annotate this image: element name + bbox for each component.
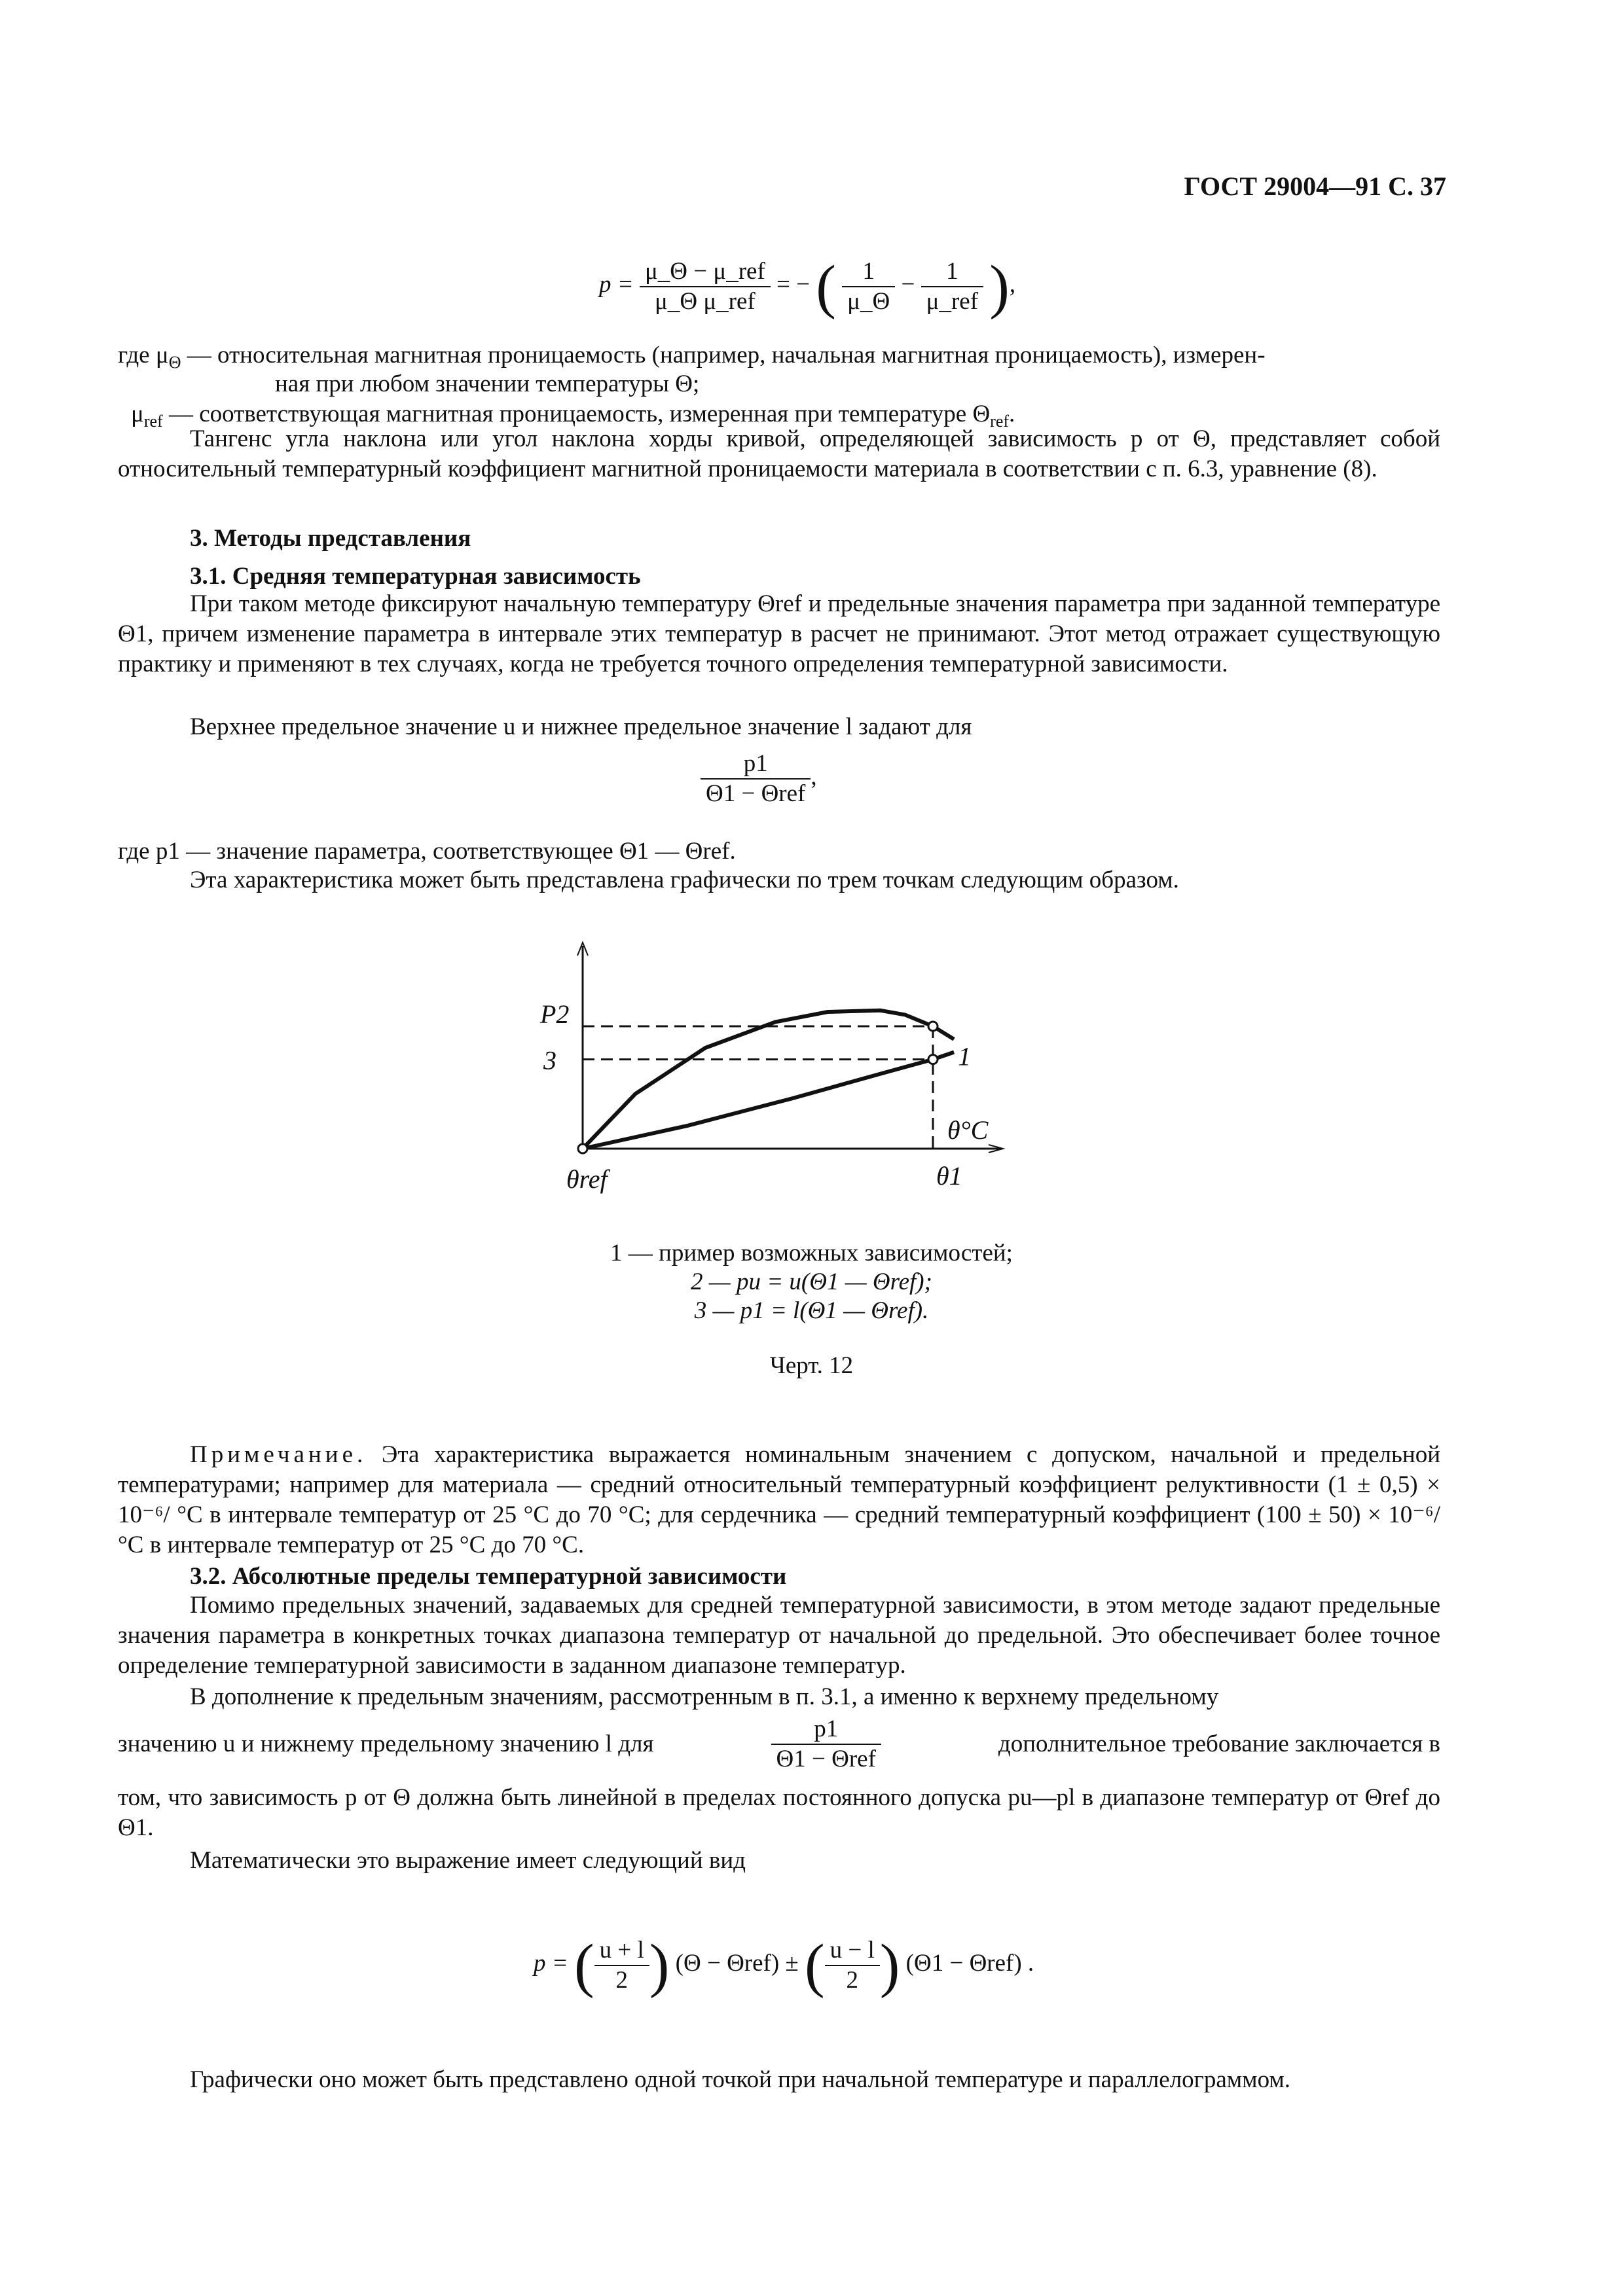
formula-inner-fraction-2: $\frac{1}{\text{μ\_ref}}$ [921, 257, 983, 316]
definition-p1: где p1 — значение параметра, соответствующее Θ1 — Θref. [118, 838, 736, 865]
paragraph-3-2-c: Математически это выражение имеет следующий вид [190, 1847, 746, 1874]
definition-mu-theta-cont: ная при любом значении температуры Θ; [275, 370, 700, 397]
legend-line-1: 1 — пример возможных зависимостей; [610, 1240, 1013, 1266]
final-paragraph: Графически оно может быть представлено одной точкой при начальной температуре и параллелограммом. [190, 2066, 1291, 2093]
series-curve-1 [583, 1011, 954, 1149]
note-label: Примечание. [190, 1441, 367, 1468]
formula-inner-fraction-1: $\frac{1}{\mu\_\Theta}$ [842, 257, 895, 316]
inline-ratio: $\frac{p1}{\text{Θ1 − Θref}}$ [771, 1715, 881, 1774]
paragraph-3-2-a: Помимо предельных значений, задаваемых для средней температурной зависимости, в этом методе задают предельные значения параметра в конкретных точках диапазона температур от начальной до предельной. Это обеспечивает более точное определение температурной зависимости в заданном диапазоне температур. [118, 1592, 1440, 1679]
figure-caption: Черт. 12 [769, 1352, 854, 1379]
x-tick-label-theta-ref: θref [566, 1164, 608, 1194]
formula-lhs: p = [599, 271, 634, 298]
definition-mu-ref: $\mu_{ref}$ — соответствующая магнитная проницаемость, измеренная при температуре $\Theta_{ref}$. [131, 401, 1015, 431]
origin-point [578, 1144, 587, 1153]
intersection-point-2 [928, 1055, 938, 1064]
page-header: ГОСТ 29004—91 С. 37 [1184, 171, 1446, 201]
legend-line-3: 3 — p1 = l(Θ1 — Θref). [694, 1297, 929, 1324]
formula-ratio: $\frac{p1}{\text{Θ1 − Θref}}$ , [701, 749, 817, 808]
heading-3-1: 3.1. Средняя температурная зависимость [190, 563, 641, 590]
paragraph-graph-intro: Эта характеристика может быть представлена графически по трем точкам следующим образом. [190, 867, 1179, 893]
y-tick-label-p2: P2 [540, 999, 570, 1029]
paragraph-3-2-b2: значению u и нижнему предельному значению l для $\frac{p1}{\text{Θ1 − Θref}}$ дополнительное требование заключается в [118, 1715, 1440, 1772]
formula-linear-dependence: p = ( $\frac{u + l}{2}$ ) (Θ − Θref) ± ( $\frac{u - l}{2}$ ) (Θ1 − Θref) . [534, 1931, 1034, 1999]
definition-mu-theta: где $\mu_\Theta$ — относительная магнитная проницаемость (например, начальная магнитная проницаемость), измерен- [118, 342, 1266, 372]
note-paragraph: Примечание. Эта характеристика выражается номинальным значением с допуском, начальной и предельной температурами; например для материала — средний относительный температурный коэффициент релуктивности (1 ± 0,5) × 10⁻⁶/ °С в интервале температур от 25 °С до 70 °С; для сердечника — средний температурный коэффициент (100 ± 50) × 10⁻⁶/ °С в интервале температур от 25 °С до 70 °С. [118, 1441, 1440, 1558]
paragraph-tangent: Тангенс угла наклона или угол наклона хорды кривой, определяющей зависимость p от Θ, представляет собой относительный температурный коэффициент магнитной проницаемости материала в соответствии с п. 6.3, уравнение (8). [118, 425, 1440, 482]
paragraph-3-1-a: При таком методе фиксируют начальную температуру Θref и предельные значения параметра при заданной температуре Θ1, причем изменение параметра в интервале этих температур в расчет не принимают. Этот метод отражает существующую практику и применяют в тех случаях, когда не требуется точного определения температурной зависимости. [118, 590, 1440, 677]
y-tick-label-3: 3 [543, 1045, 556, 1075]
paragraph-3-2-b3: том, что зависимость p от Θ должна быть линейной в пределах постоянного допуска pu—pl в диапазоне температур от Θref до Θ1. [118, 1784, 1440, 1841]
legend-line-2: 2 — pu = u(Θ1 — Θref); [691, 1268, 932, 1295]
paragraph-3-2-b1: В дополнение к предельным значениям, рассмотренным в п. 3.1, а именно к верхнему предельному [190, 1683, 1219, 1710]
curve-label-1: 1 [958, 1041, 972, 1071]
paragraph-3-1-b: Верхнее предельное значение u и нижнее предельное значение l задают для [190, 713, 972, 740]
heading-3-2: 3.2. Абсолютные пределы температурной зависимости [190, 1563, 787, 1590]
x-axis-label: θ°C [947, 1115, 989, 1145]
x-tick-label-theta1: θ1 [936, 1161, 962, 1191]
heading-3: 3. Методы представления [190, 525, 471, 552]
formula-main-fraction: $\frac{\text{μ\_Θ − μ\_ref}}{\text{μ\_Θ μ\_ref}}$ [640, 257, 771, 316]
formula-relative-permeability: p = $\frac{\text{μ\_Θ − μ\_ref}}{\text{μ\_Θ μ\_ref}}$ = − ( $\frac{1}{\mu\_\Theta}$ − $\frac{1}{\text{μ\_ref}}$ ), [599, 253, 1016, 320]
intersection-point-1 [928, 1022, 938, 1031]
temperature-dependence-chart [511, 916, 1034, 1217]
series-curve-2 [583, 1052, 954, 1149]
